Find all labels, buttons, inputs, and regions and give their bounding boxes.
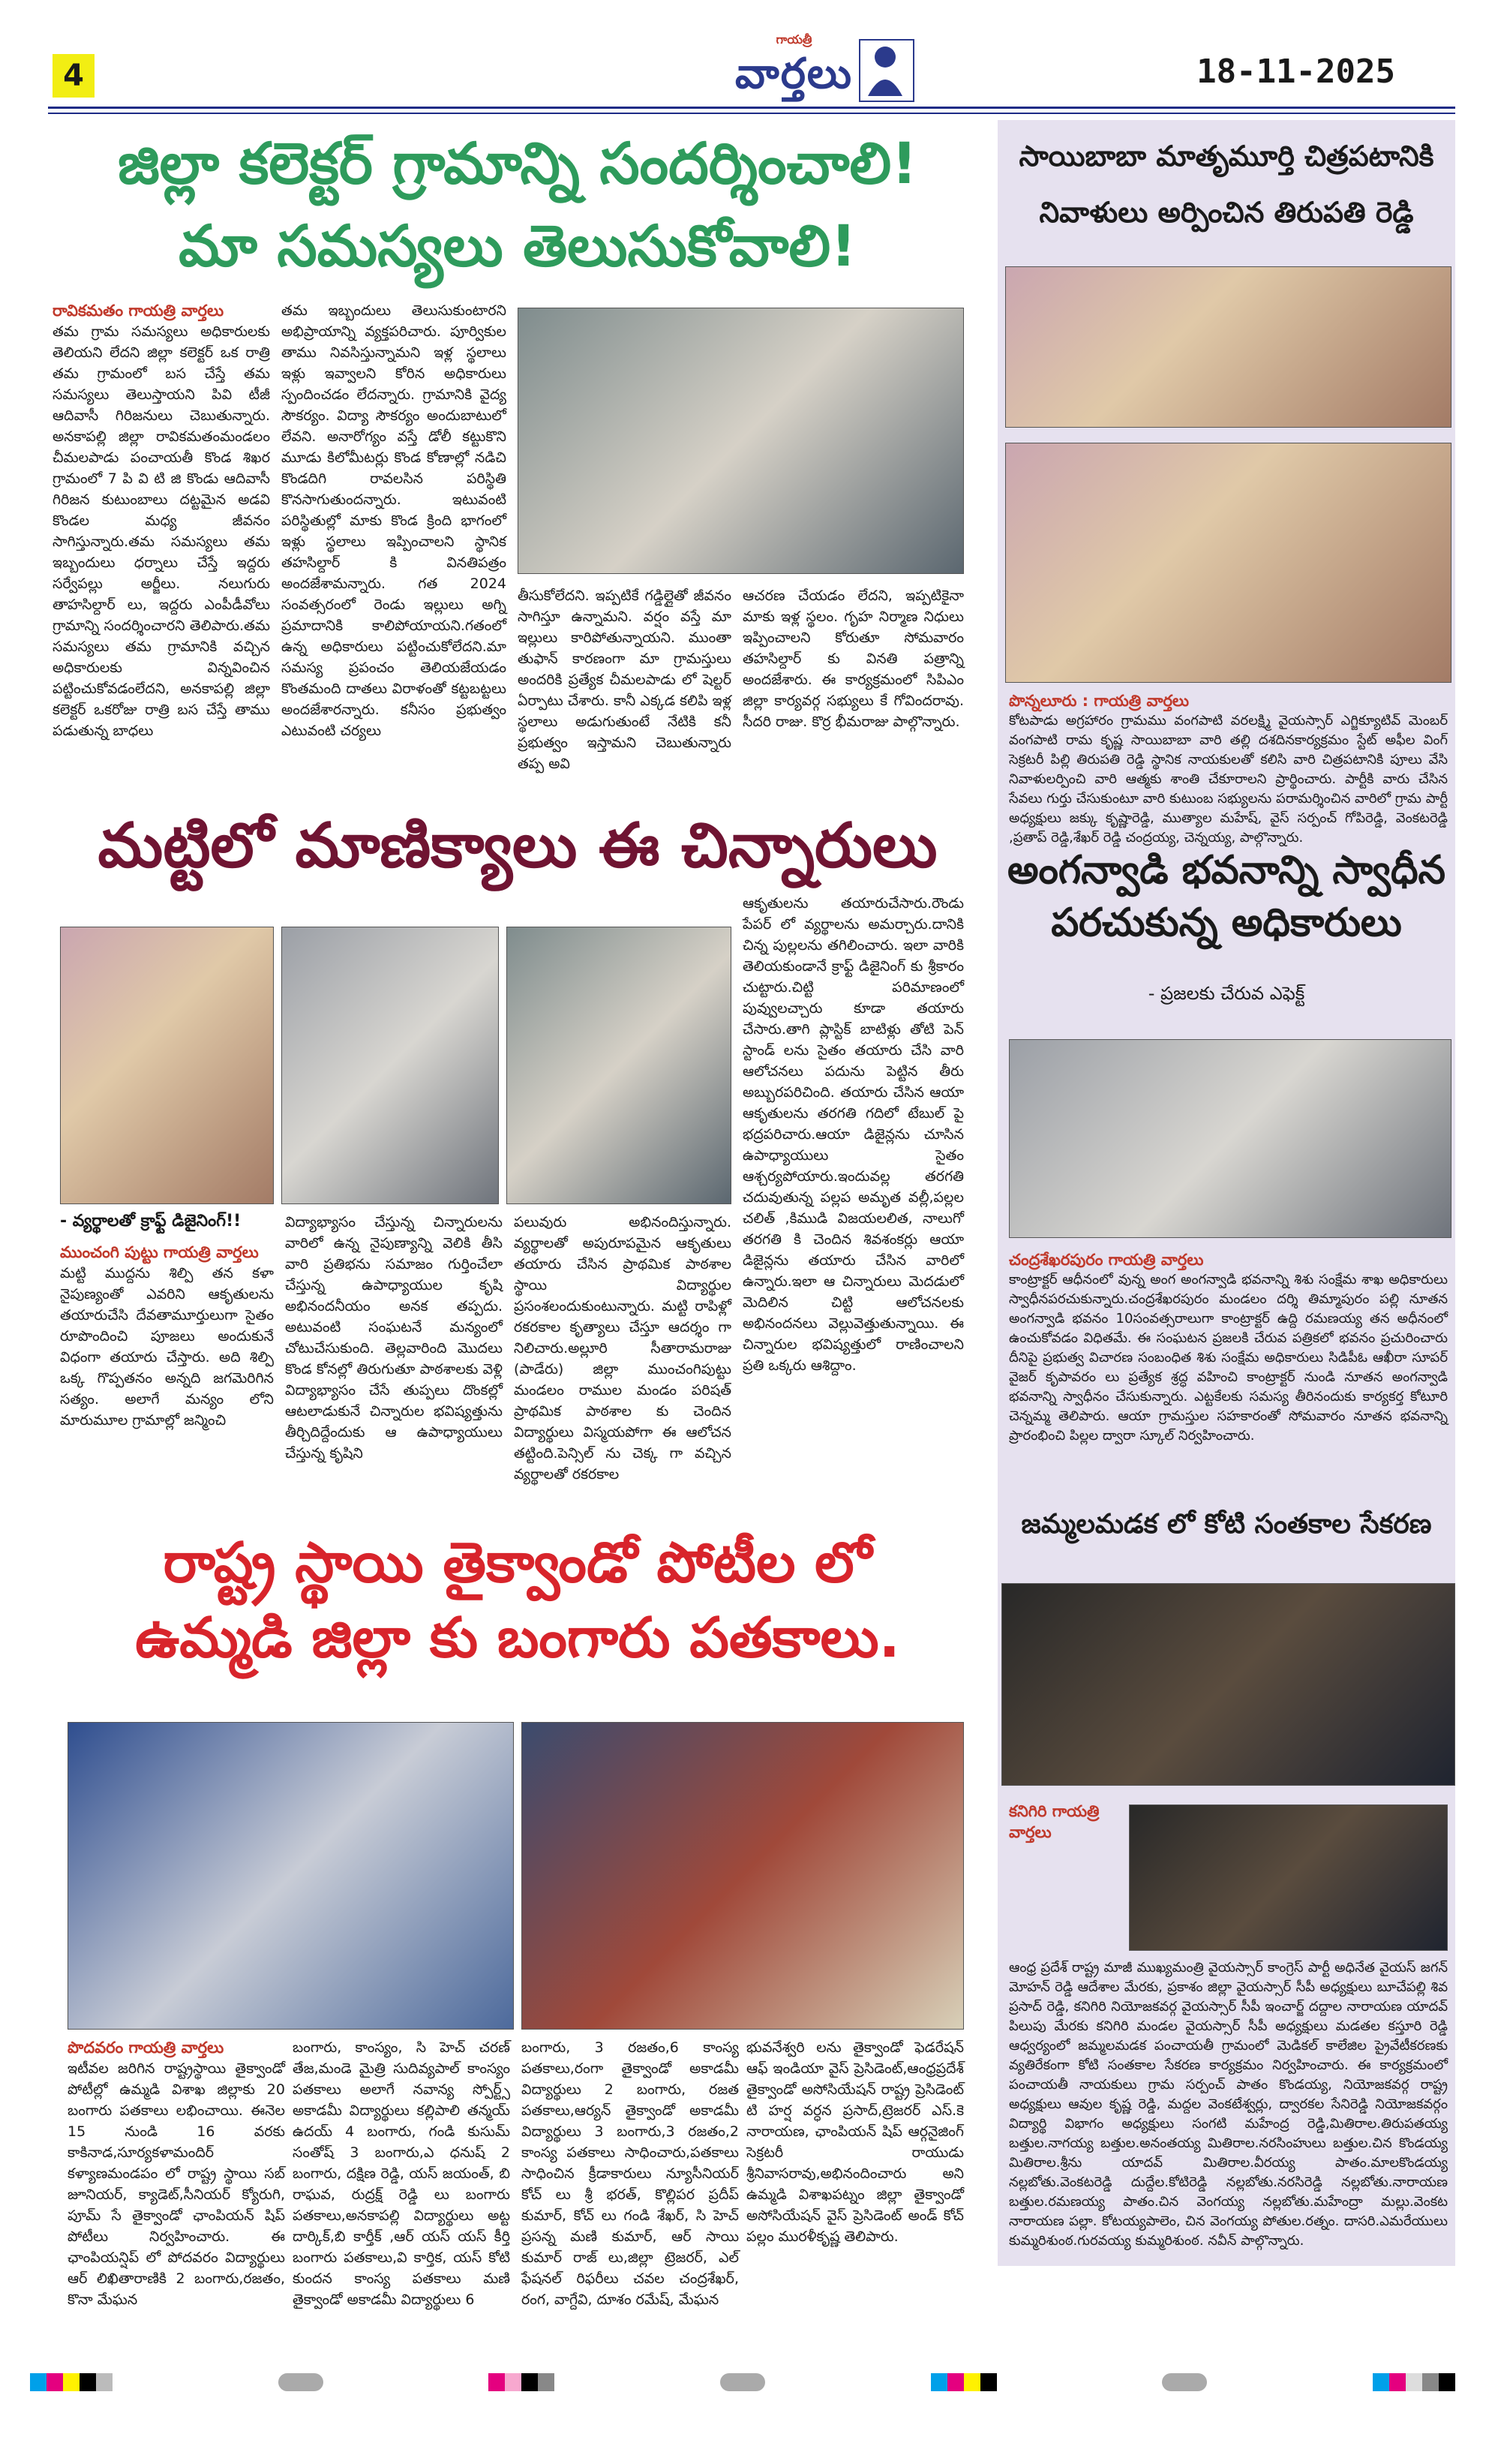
sidebar-story-a-title-line2: నివాళులు అర్పించిన తిరుపతి రెడ్డి bbox=[1039, 196, 1414, 229]
sidebar-story-c-photo-1 bbox=[1001, 1583, 1455, 1786]
story3-body-4: భువనేశ్వరి లను తైక్వాండో ఫెడరేషన్ ఆఫ్ ఇండియా వైస్ ప్రెసిడెంట్,ఆంధ్రప్రదేశ్ తైక్వాండో అసోసియేషన్ రాష్ట్ర ప్రెసిడెంట్ టి హర్ష వర్ధన ప్రసాద్,ట్రెజరర్ ఎస్.కె నారాయణ, ఛాంపియన్ షిప్ ఆర్గనైజింగ్ సెక్రటరీ రాయుడు శ్రీనివాసరావు,అభినందించారు అని ఉమ్మడి విశాఖపట్నం జిల్లా తైక్వాండో అసోసియేషన్ వైస్ ప్రెసిడెంట్ అండ్ కోచ్ పల్లం మురళీకృష్ణ తెలిపారు. bbox=[746, 2039, 964, 2245]
story2-body-4: ఆకృతులను తయారుచేసారు.రౌండు పేపర్ లో వ్యర్థాలను అమర్చారు.దానికి చిన్న పుల్లలను తగిలించారు. ఇలా వారికి తెలియకుండానే క్రాఫ్ట్ డిజైనింగ్ కు శ్రీకారం చుట్టారు.చిట్టి పరిమాణంలో పువ్వులచ్చారు కూడా తయారు చేసారు.తాగి ప్లాస్టిక్ బాటిళ్లు తోటి పెన్ స్టాండ్ లను సైతం తయారు చేసి వారి ఆలోచనలు పదును పెట్టిన తీరు అబ్బురపరిచింది. తయారు చేసిన ఆయా ఆకృతులను తరగతి గదిలో టేబుల్ పై భద్రపరిచారు.ఆయా డిజైన్లను చూసిన ఉపాధ్యాయులు సైతం ఆశ్చర్యపోయారు.ఇందువల్ల తరగతి చదువుతున్న పల్లప అమృత వల్లీ,పల్లల చలిత్ ,కిముడి విజయలలిత, నాలుగో తరగతి కి చెందిన శివశంకర్లు ఆయా డిజైన్లను తయారు చేసిన వారిలో ఉన్నారు.ఇలా ఆ చిన్నారులు మెదడులో మెదిలిన చిట్టి ఆలోచనలకు అభినందనలు వెల్లువెత్తుతున్నాయి. ఈ చిన్నారుల భవిష్యత్తులో రాణించాలని ప్రతి ఒక్కరు ఆశిద్దాం. bbox=[743, 895, 964, 1374]
story3-body-2: బంగారు, కాంస్యం, సి హెచ్ చరణ్ తేజ,మండె మైత్రి సుదివ్యపాల్ కాంస్యం పతకాలు అలాగే నవాన్య స్పోర్ట్స్ అకాడమీ విద్యార్థులు కల్లిపాలి తన్మయ్ ఉదయ్ 4 బంగారు, గండి కుసుమ్ సంతోష్ 3 బంగారు,ఎ ధనుష్ 2 బంగారు, దక్షిణ రెడ్డి, యస్ జయంత్, బి రాఘవ, రుద్రక్ష్ రెడ్డి లు బంగారు పతకాలు,అనకాపల్లి విద్యార్థులు అట్ట దార్కిక్,బి కార్తీక్ ,ఆర్ యస్ యస్ కీర్తి బంగారు పతకాలు,వి కార్తిక, యస్ కోటి కుందన కాంస్య పతకాలు మణి తైక్వాండో అకాడమీ విద్యార్థులు 6 bbox=[293, 2039, 510, 2308]
story2-headline: మట్టిలో మాణిక్యాలు ఈ చిన్నారులు bbox=[98, 810, 938, 882]
story2-column-1 bbox=[60, 1212, 274, 1488]
story3-body-3: బంగారు, 3 రజతం,6 కాంస్య పతకాలు,రంగా తైక్వాండో అకాడమీ విద్యార్థులు 2 బంగారు, రజత పతకాలు,ఆర్యన్ తైక్వాండో అకాడమీ విద్యార్థులు 3 బంగారు,3 రజతం,2 కాంస్య పతకాలు సాధించారు,పతకాలు సాధించిన క్రీడాకారులు న్యూసీనియర్ కోచ్ లు శ్రీ భరత్, కొల్లిపర ప్రదీప్ కుమార్, కోచ్ లు గండి శేఖర్, సి హెచ్ ప్రసన్న మణి కుమార్, ఆర్ సాయి కుమార్ రాజ్ లు,జిల్లా ట్రెజరర్, ఎల్ ఫేషనల్ రిఫరీలు చవల చంద్రశేఖర్, రంగ, వాగ్దేవి, దూశం రమేష్, మేఘన bbox=[521, 2039, 739, 2308]
story1-byline: రావికమతం గాయత్రి వార్తలు bbox=[53, 302, 224, 320]
page-number: 4 bbox=[53, 54, 95, 98]
sidebar-story-a-body: కోటపాడు అగ్రహారం గ్రామము వంగపాటి వరలక్ష్మి వైయస్సార్ ఎగ్జిక్యూటివ్ మెంబర్ వంగపాటి రామ కృష్ణ సాయిబాబా వారి తల్లి దశదినకార్యక్రమం స్టేట్ అఫీల వింగ్ సెక్రటరీ పిల్లి తిరుపతి రెడ్డి స్థానిక నాయకులతో కలిసి వారి చిత్రపటానికి పూలు వేసి నివాళులర్పించి వారి ఆత్మకు శాంతి చేకూరాలని ప్రార్థించారు. పార్టీకి వారు చేసిన సేవలు గుర్తు చేసుకుంటూ వారి కుటుంబ సభ్యులను పరామర్శించిన వారిలో గ్రామ పార్టీ అధ్యక్షులు జక్కు కృష్ణారెడ్డి, ముత్యాల మహేష్, వైస్ సర్పంచ్ గోపిరెడ్డి, వెంకటరెడ్డి ,ప్రతాప్ రెడ్డి,శేఖర్ రెడ్డి చంద్రయ్య, చెన్నయ్య, పాల్గొన్నారు. bbox=[1009, 713, 1448, 846]
story2-photo-pen-stand bbox=[506, 927, 731, 1204]
story1-column-1 bbox=[53, 300, 270, 779]
story2-body-3: పలువురు అభినందిస్తున్నారు. వ్యర్థాలతో అపురూపమైన ఆకృతులు తయారు చేసిన ప్రాథమిక పాఠశాల స్థాయి విద్యార్థుల ప్రసంశలందుకుంటున్నారు. మట్టి రాపిళ్లో రకరకాల కృత్యాలు చేస్తూ ఆదర్శం గా నిలిచారు.అల్లూరి సీతారామరాజు (పాడేరు) జిల్లా ముంచంగిపుట్టు మండలం రాముల మండం పరిషత్ ప్రాథమిక పాఠశాల కు చెందిన విద్యార్థులు విస్మయపోగా ఈ ఆలోచన తట్టింది.పెన్సిల్ ను చెక్క గా వచ్చిన వ్యర్థాలతో రకరకాల bbox=[514, 1214, 731, 1483]
color-bar-mid bbox=[488, 2373, 554, 2391]
story2-byline: ముంచంగి పుట్టు గాయత్రి వార్తలు bbox=[60, 1243, 259, 1261]
sidebar-story-b-body: కాంట్రాక్టర్ ఆధీనంలో వున్న అంగ అంగన్వాడి భవనాన్ని శిశు సంక్షేమ శాఖ అధికారులు స్వాధీనపరచుకున్నారు.చంద్రశేఖరపురం మండలం దర్శి తిమ్మాపురం పల్లి నూతన అంగన్వాడి భవనం 10సంవత్సరాలుగా కాంట్రాక్టర్ ఉద్ది రమణయ్య తన అధీనంలో ఉంచుకోవడం విధితమే. ఈ సంఘటన ప్రజలకి చేరువ పత్రికలో భవనం ప్రచురించారు దీనిపై ప్రభుత్వ విచారణ సంబంధిత శిశు సంక్షేమ అధికారులు సిడిపీఓ ఆఖీరా సూపర్ వైజర్ కృపావరం లు ప్రత్యేక శ్రద్ధ వహించి కాంట్రాక్టర్ నుండి నూతన అంగన్వాడి భవనాన్ని స్వాధీనం చేసుకున్నారు. ఎట్టకేలకు సమస్య తీరినందుకు కార్యకర్త కోటూరి చెన్నమ్మ తెలిపారు. ఆయా గ్రామస్తుల సహకారంతో సోమవారం నూతన భవనాన్ని ప్రారంభించి పిల్లల ద్వారా స్కూల్ నిర్వహించారు. bbox=[1009, 1272, 1448, 1444]
sidebar-story-b-photo bbox=[1009, 1039, 1451, 1238]
story2-photo-craft bbox=[281, 927, 499, 1204]
color-bar-end bbox=[1373, 2373, 1455, 2391]
logo-prefix: గాయత్రీ bbox=[776, 32, 812, 47]
sidebar-story-c-byline: కనిగిరి గాయత్రి వార్తలు bbox=[1009, 1802, 1100, 1841]
sidebar-story-a-photo-2 bbox=[1005, 443, 1451, 683]
sidebar-story-b-subtitle: - ప్రజలకు చేరువ ఎఫెక్ట్ bbox=[1148, 983, 1305, 1004]
sidebar-story-b-byline: చంద్రశేఖరపురం గాయత్రి వార్తలు bbox=[1009, 1251, 1204, 1269]
header-rule bbox=[48, 107, 1455, 109]
reg-mark bbox=[1162, 2373, 1207, 2391]
story3-headline-line1: రాష్ట్ర స్థాయి తైక్వాండో పోటీల లో bbox=[163, 1531, 872, 1595]
sidebar-story-a-photo-1 bbox=[1005, 266, 1451, 428]
story1-body-2: తమ ఇబ్బందులు తెలుసుకుంటారని అభిప్రాయాన్ని వ్యక్తపరిచారు. పూర్వికుల తాము నివసిస్తున్నామని ఇళ్ల స్థలాలు ఇళ్లు ఇవ్వాలని కోరిన అధికారులు స్పందించడం లేదన్నారు. గ్రామానికి వైద్య సౌకర్యం. విద్యా సౌకర్యం అందుబాటులో లేవని. అనారోగ్యం వస్తే డోలీ కట్టుకొని మూడు కిలోమీటర్లు కొండ కోణాల్లో నడిచి కొండదిగి రావలసిన పరిస్థితి కొనసాగుతుందన్నారు. ఇటువంటి పరిస్థితుల్లో మాకు కొండ క్రింది భాగంలో ఇళ్లు స్థలాలు ఇప్పించాలని స్థానిక తహసిల్దార్ కి వినతిపత్రం అందజేశామన్నారు. గత 2024 సంవత్సరంలో రెండు ఇల్లులు అగ్ని ప్రమాదానికి కాలిపోయాయని.గతంలో ఉన్న అధికారులు పట్టించుకోలేదని.మా సమస్య ప్రపంచం తెలియజేయడం కొంతమంది దాతలు విరాళంతో కట్టబట్టలు అందజేశారన్నారు. కనీసం ప్రభుత్వం ఎటువంటి చర్యలు bbox=[281, 302, 506, 739]
sidebar-story-b-text bbox=[1009, 1249, 1448, 1503]
story1-body-4: ఆచరణ చేయడం లేదని, ఇప్పటికైనా మాకు ఇళ్ల స్థలం. గృహ నిర్మాణ నిధులు ఇప్పించాలని కోరుతూ సోమవారం తహసిల్దార్ కు వినతి పత్రాన్ని అందజేశారు. ఈ కార్యక్రమంలో సిపిఎం జిల్లా కార్యవర్గ సభ్యులు కే గోవిందరావు. సీదరి రాజు. కొర్ర భీమరాజు పాల్గొన్నారు. bbox=[743, 587, 964, 730]
sidebar-story-a-title-line1: సాయిబాబా మాతృమూర్తి చిత్రపటానికి bbox=[1019, 140, 1434, 173]
story2-photo-students bbox=[60, 927, 274, 1204]
story3-column-1 bbox=[68, 2037, 285, 2308]
sidebar-story-a-byline: పొన్నలూరు : గాయత్రి వార్తలు bbox=[1009, 692, 1190, 710]
sidebar-story-c-title: జమ్మలమడక లో కోటి సంతకాల సేకరణ bbox=[1021, 1509, 1432, 1540]
reg-mark bbox=[278, 2373, 323, 2391]
sidebar-story-b-title-line2: పరచుకున్న అధికారులు bbox=[1051, 900, 1402, 945]
story3-photo-match bbox=[521, 1722, 964, 2030]
logo-figure-icon bbox=[859, 39, 914, 102]
story1-headline-line1: జిల్లా కలెక్టర్ గ్రామాన్ని సందర్శించాలి! bbox=[118, 130, 917, 197]
story2-caption: - వ్యర్థాలతో క్రాఫ్ట్ డిజైనింగ్!! bbox=[60, 1212, 242, 1230]
sidebar-story-b-title-line1: అంగన్వాడి భవనాన్ని స్వాధీన bbox=[1007, 848, 1446, 893]
header-rule-thin bbox=[48, 113, 1455, 114]
story1-body-3: తీసుకోలేదని. ఇప్పటికే గడ్డిల్లైతో జీవనం సాగిస్తూ ఉన్నామని. వర్షం వస్తే మా ఇల్లులు కారిపోతున్నాయని. ముంతా తుఫాన్ కారణంగా మా గ్రామస్తులు అందరికి ప్రత్యేక చీమలపాడు లో షెల్టర్ ఏర్పాటు చేశారు. కానీ ఎక్కడ కలిపి ఇళ్ల స్థలాలు అడుగుతుంటే నేటికి కనీ ప్రభుత్వం ఇస్తామని చెబుతున్నారు తప్ప అవి bbox=[518, 587, 731, 772]
story3-byline: పొదవరం గాయత్రి వార్తలు bbox=[68, 2039, 224, 2057]
story1-body-1: తమ గ్రామ సమస్యలు అధికారులకు తెలియని లేదని జిల్లా కలెక్టర్ ఒక రాత్రి తమ గ్రామంలో బస చేస్తే తమ సమస్యలు తెలుస్తాయని పివి టీజీ ఆదివాసీ గిరిజనులు చెబుతున్నారు. అనకాపల్లి జిల్లా రావికమతంమండలం చీమలపాడు పంచాయతీ కొండ శిఖర గ్రామంలో 7 పి వి టి జి కొండు ఆదివాసీ గిరిజన కుటుంబాలు దట్టమైన అడవి కొండల మధ్య జీవనం సాగిస్తున్నారు.తమ సమస్యలు తమ ఇబ్బందులు ధర్నాలు చేస్తే ఇద్దరు సర్వేపల్లు అర్జీలు. నలుగురు తాహసిల్దార్ లు, ఇద్దరు ఎంపీడీవోలు గ్రామాన్ని సందర్శించారని తెలిపారు.తమ సమస్యలు తమ గ్రామానికి వచ్చిన అధికారులకు విన్నవించిన పట్టించుకోవడంలేదని, అనకాపల్లి జిల్లా కలెక్టర్ ఒకరోజు రాత్రి బస చేస్తే తాము పడుతున్న బాధలు bbox=[53, 323, 270, 739]
logo-text: వార్తలు bbox=[735, 50, 853, 98]
print-registration-marks bbox=[30, 2371, 1455, 2393]
sidebar-story-c-body: ఆంధ్ర ప్రదేశ్ రాష్ట్ర మాజీ ముఖ్యమంత్రి వైయస్సార్ కాంగ్రెస్ పార్టీ అధినేత వైయస్ జగన్ మోహన్ రెడ్డి ఆదేశాల మేరకు, ప్రకాశం జిల్లా వైయస్సార్ సీపీ అధ్యక్షులు బూచేపల్లి శివ ప్రసాద్ రెడ్డి, కనిగిరి నియోజకవర్గ వైయస్సార్ సీపీ ఇంచార్జ్ దద్దాల నారాయణ యాదవ్ పిలుపు మేరకు కనిగిరి మండల వైయస్సార్ సీపీ అధ్యక్షులు మడతల కస్తూరి రెడ్డి ఆధ్వర్యంలో జమ్మలమడక పంచాయతీ గ్రామంలో మెడికల్ కాలేజిల ప్రైవేటీకరణకు వ్యతిరేకంగా కోటి సంతకాల సేకరణ కార్యక్రమం నిర్వహించారు. ఈ కార్యక్రమంలో పంచాయతీ నాయకులు గ్రామ సర్పంచ్ పాతం కొండయ్య, నియోజకవర్గ రాష్ట్ర అధ్యక్షులు ఆవుల కృష్ణ రెడ్డి, మద్దల వెంకటేశ్వర్లు, ద్వారకల సేనిరెడ్డి నియోజకవర్గం విద్యార్థి విభాగం అధ్యక్షులు సంగటి మహేంద్ర రెడ్డి,మితిరాల.తిరుపతయ్య బత్తుల.నాగయ్య బత్తుల.అనంతయ్య మితిరాల.నరసింహులు బత్తుల.చిన కొండయ్య మితిరాల.శ్రీను యాదవ్ మితిరాల.వీరయ్య పాతం.మాలకొండయ్య నల్లబోతు.వెంకటరెడ్డి దుద్దేల.కోటిరెడ్డి నల్లబోతు.నరసిరెడ్డి నల్లబోతు.నారాయణ బత్తుల.రమణయ్య పాతం.చిన వెంగయ్య నల్లబోతు.మహేంద్రా మల్లు.వెంకట నారాయణ పల్లా. కోటయ్యపాలెం, చిన వెంగయ్య పోతుల.రత్నం. దాసరి.ఎమరేయులు కుమ్మరిశుంఠ.గురవయ్య కుమ్మరిశుంఠ. నవీన్ పాల్గొన్నారు. bbox=[1009, 1960, 1448, 2249]
story2-body-2: విద్యాభ్యాసం చేస్తున్న చిన్నారులను వారిలో ఉన్న నైపుణ్యాన్ని వెలికి తీసి వారి ప్రతిభను సమాజం గుర్తించేలా చేస్తున్న ఉపాధ్యాయుల కృషి అభినందనీయం అనక తప్పదు. అటువంటి సంఘటనే మన్యంలో చోటుచేసుకుంది. తెల్లవారింది మొదలు కొండ కోనల్లో తిరుగుతూ పాఠశాలకు వెళ్లి విద్యాభ్యాసం చేసే తుప్పలు దొంకల్లో ఆటలాడుకునే చిన్నారుల భవిష్యత్తును తీర్చిదిద్దేందుకు ఆ ఉపాధ్యాయులు చేస్తున్న కృషిని bbox=[285, 1214, 503, 1462]
story1-headline-line2: మా సమస్యలు తెలుసుకోవాలి! bbox=[179, 212, 857, 279]
color-bar-right bbox=[931, 2373, 997, 2391]
color-bar-left bbox=[30, 2373, 113, 2391]
issue-date: 18-11-2025 bbox=[1196, 53, 1395, 91]
story1-photo bbox=[518, 308, 964, 574]
story2-body-1: మట్టి ముద్దను శిల్పి తన కళా నైపుణ్యంతో ఎవరిని ఆకృతులను తయారుచేసి దేవతామూర్తులుగా సైతం రూపొందించి పూజలు అందుకునే విధంగా తయారు చేస్తారు. అది శిల్పి ఒక్క గొప్పతనం అన్నది జగమెరిగిన సత్యం. అలాగే మన్యం లోని మారుమూల గ్రామాల్లో జన్మించి bbox=[60, 1265, 274, 1429]
story3-headline-line2: ఉమ్మడి జిల్లా కు బంగారు పతకాలు. bbox=[135, 1606, 900, 1670]
reg-mark bbox=[720, 2373, 765, 2391]
sidebar-story-a-text bbox=[1009, 690, 1448, 846]
sidebar-story-c-photo-2 bbox=[1129, 1804, 1448, 1951]
masthead-logo bbox=[735, 32, 938, 104]
story3-photo-group bbox=[68, 1722, 514, 2030]
story3-body-1: ఇటీవల జరిగిన రాష్ట్రస్థాయి తైక్వాండో పోటీల్లో ఉమ్మడి విశాఖ జిల్లాకు 20 బంగారు పతకాలు లభించాయి. ఈనెల 15 నుండి 16 వరకు కాకినాడ,సూర్యకళామందిర్ కళ్యాణమండపం లో రాష్ట్ర స్థాయి సబ్ జూనియర్, క్యాడెట్,సీనియర్ క్యోరుగి, పూమ్ సే తైక్వాండో ఛాంపియన్ షిప్ పోటీలు నిర్వహించారు. ఈ ఛాంపియన్షిప్ లో పోదవరం విద్యార్థులు ఆర్ లిఖితారాణికి 2 బంగారు,రజతం, కొనా మేఘన bbox=[68, 2060, 285, 2308]
